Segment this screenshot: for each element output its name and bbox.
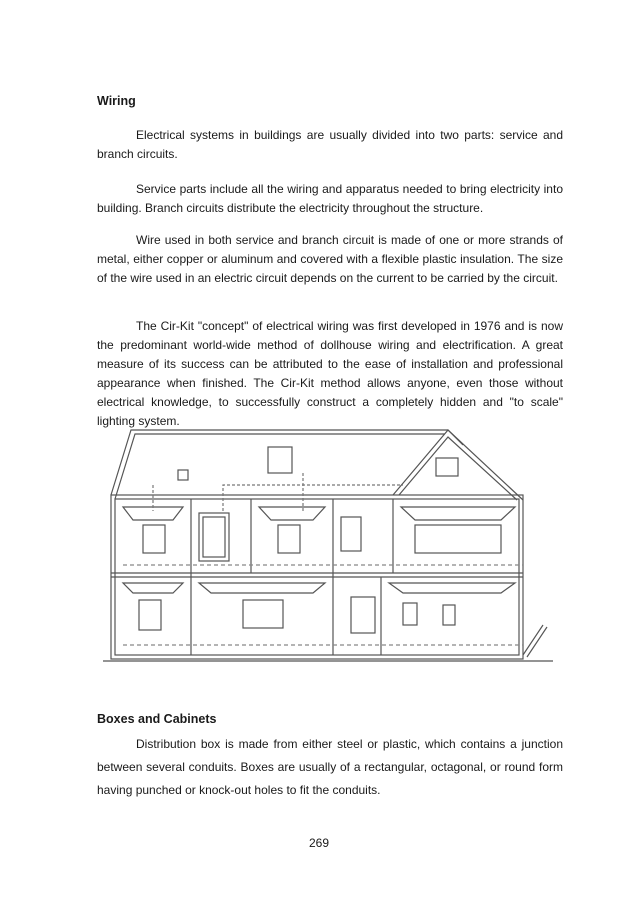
- paragraph-wiring-3: Wire used in both service and branch circuit is made of one or more strands of metal, either copper or aluminum and covered with a flexible plastic insulation. The size of the wire used in an electric circuit depends on the current to be carried by the circuit.: [97, 233, 563, 285]
- heading-boxes-and-cabinets: Boxes and Cabinets: [97, 712, 217, 726]
- paragraph-wiring-4: The Cir-Kit "concept" of electrical wiring was first developed in 1976 and is now the predominant world-wide method of dollhouse wiring and electrification. A great measure of its success can be attributed to the ease of installation and professional appearance when finished. The Cir-Kit method allows anyone, even those without electrical knowledge, to successfully construct a completely hidden and "to scale" lighting system.: [97, 319, 563, 428]
- dollhouse-icon: [103, 425, 553, 665]
- page-number: 269: [308, 836, 330, 850]
- heading-wiring: Wiring: [97, 94, 136, 108]
- dollhouse-wiring-illustration: [103, 425, 553, 665]
- paragraph-wiring-1: Electrical systems in buildings are usually divided into two parts: service and branch circuits.: [97, 128, 563, 161]
- paragraph-wiring-2: Service parts include all the wiring and apparatus needed to bring electricity into building. Branch circuits distribute the electricity throughout the structure.: [97, 182, 563, 215]
- paragraph-boxes-1: Distribution box is made from either steel or plastic, which contains a junction between several conduits. Boxes are usually of a rectangular, octagonal, or round form having punched or knock-out holes to fit the conduits.: [97, 737, 563, 797]
